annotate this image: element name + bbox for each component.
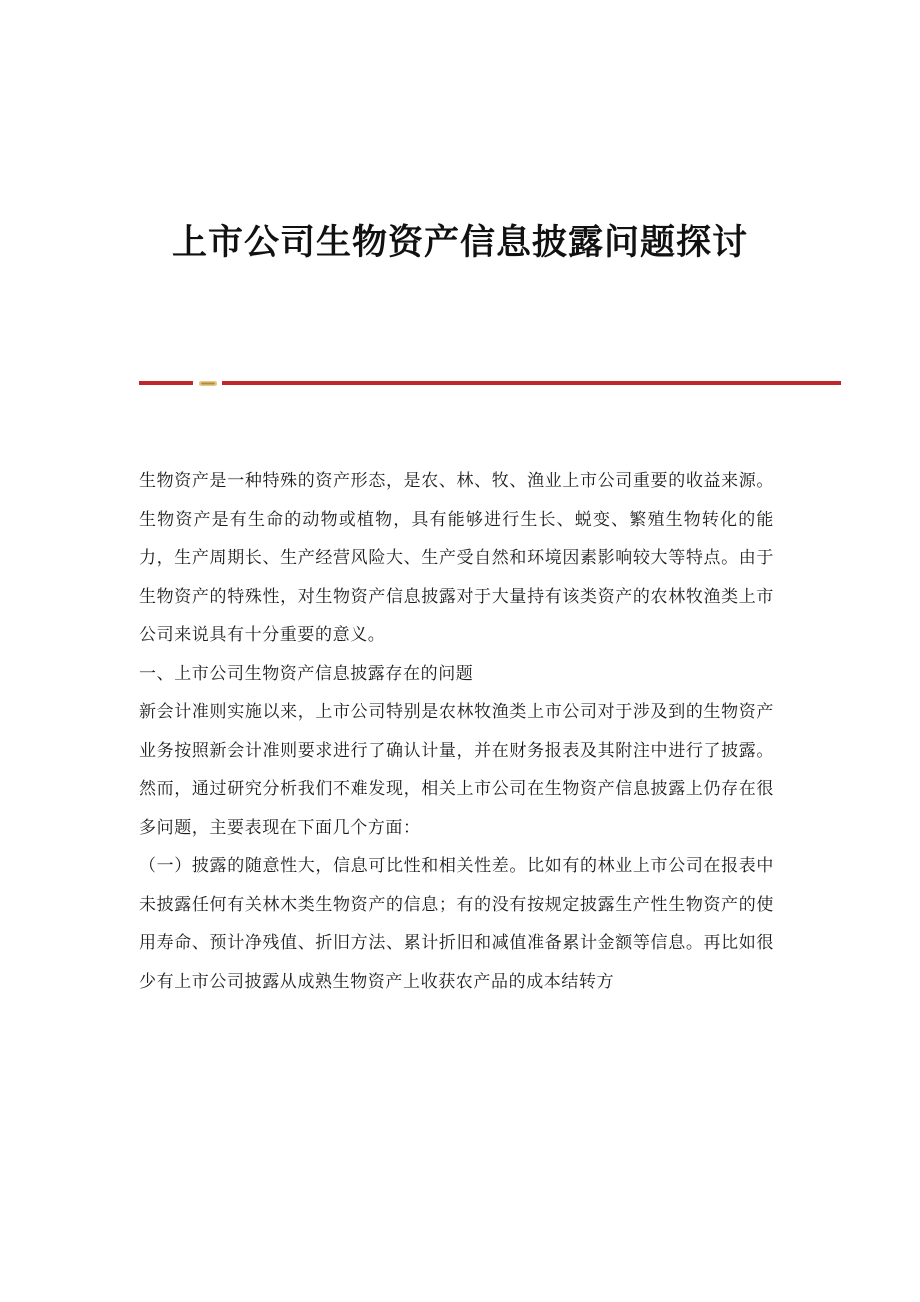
paragraph-intro: 生物资产是一种特殊的资产形态，是农、林、牧、渔业上市公司重要的收益来源。生物资产是有生命的动物或植物，具有能够进行生长、蜕变、繁殖生物转化的能力，生产周期长、生产经营风险大、生产受自然和环境因素影响较大等特点。由于生物资产的特殊性，对生物资产信息披露对于大量持有该类资产的农林牧渔类上市公司来说具有十分重要的意义。 (139, 471, 774, 645)
divider-bar-right (222, 381, 841, 385)
section-heading: 一、上市公司生物资产信息披露存在的问题 (139, 663, 474, 684)
document-title: 上市公司生物资产信息披露问题探讨 (171, 222, 748, 263)
divider-bar-left (139, 381, 193, 385)
document-body (139, 462, 774, 1001)
divider-ornament-icon (199, 380, 217, 387)
title-divider (139, 380, 841, 388)
paragraph-issue-one: （一）披露的随意性大，信息可比性和相关性差。比如有的林业上市公司在报表中未披露任何有关林木类生物资产的信息；有的没有按规定披露生产性生物资产的使用寿命、预计净残值、折旧方法、累计折旧和减值准备累计金额等信息。再比如很少有上市公司披露从成熟生物资产上收获农产品的成本结转方 (139, 856, 774, 992)
paragraph-background: 新会计准则实施以来，上市公司特别是农林牧渔类上市公司对于涉及到的生物资产业务按照新会计准则要求进行了确认计量，并在财务报表及其附注中进行了披露。然而，通过研究分析我们不难发现，相关上市公司在生物资产信息披露上仍存在很多问题，主要表现在下面几个方面： (139, 702, 774, 838)
